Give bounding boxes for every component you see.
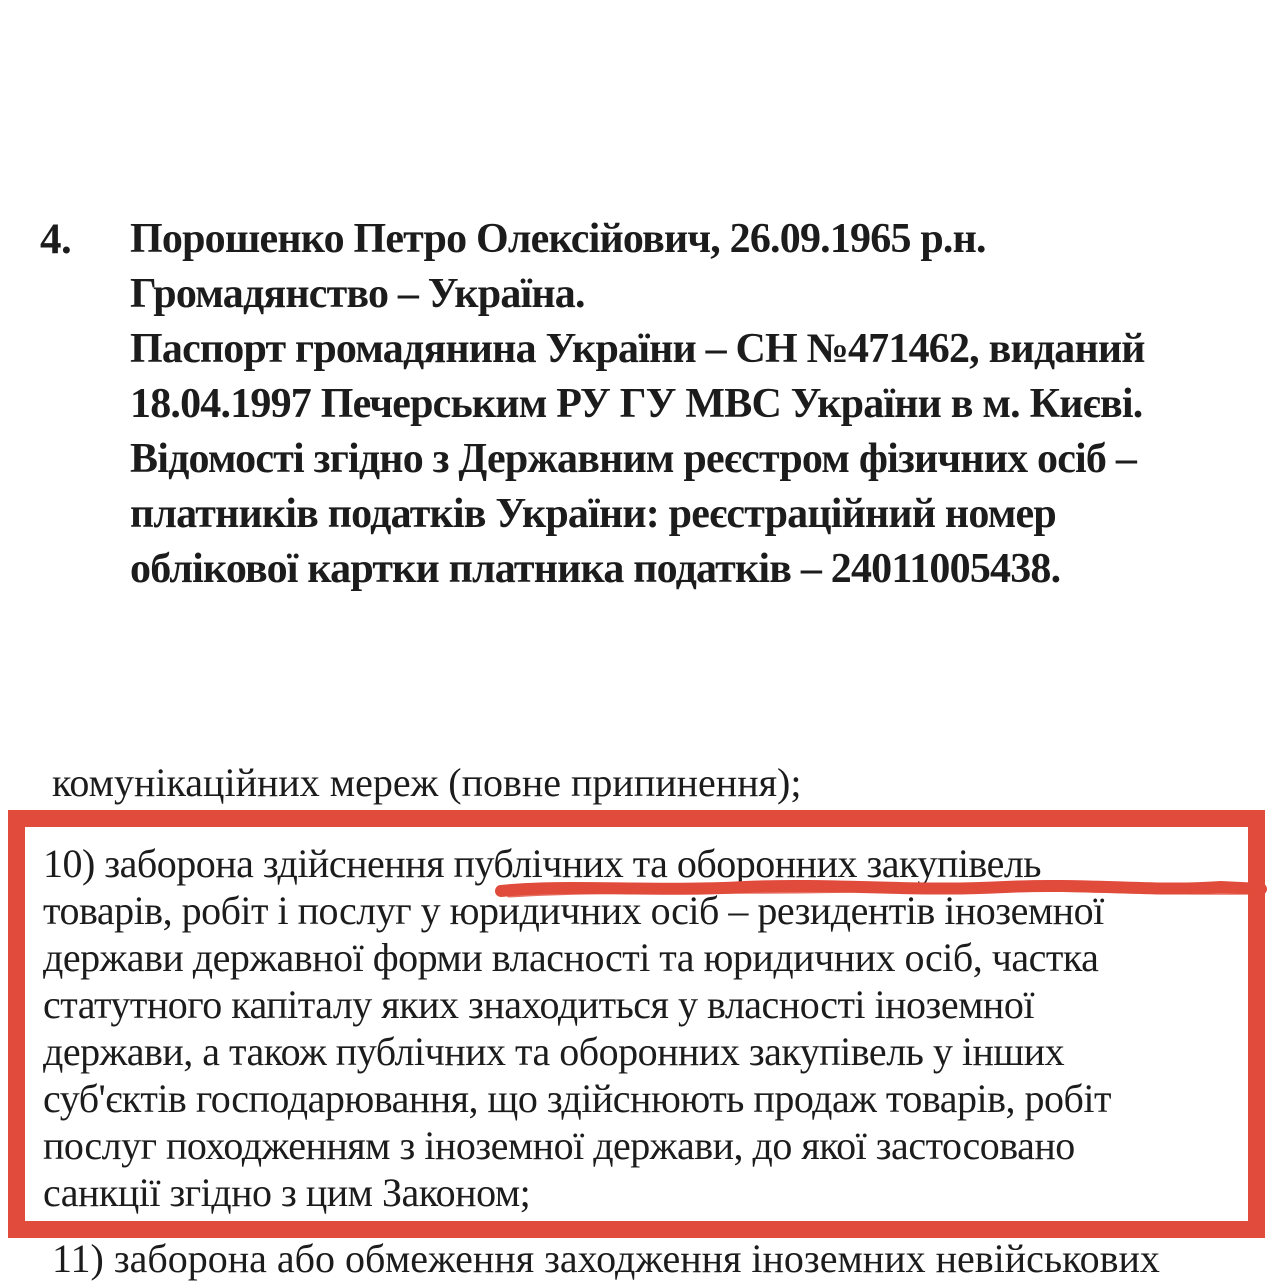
text-line: облікової картки платника податків – 24011005438. bbox=[130, 546, 1061, 592]
red-annotation-box bbox=[8, 810, 1265, 1238]
text-line: Громадянство – Україна. bbox=[130, 271, 585, 317]
text-line: Паспорт громадянина України – СН №471462, виданий bbox=[130, 326, 1145, 372]
text-line: 10) заборона здійснення публічних та оборонних закупівель bbox=[43, 841, 1042, 886]
text-line: платників податків України: реєстраційний номер bbox=[130, 491, 1056, 537]
text-line: статутного капіталу яких знаходиться у власності іноземної bbox=[43, 982, 1034, 1027]
clipped-text-line-above bbox=[52, 760, 1232, 811]
list-item-number: 4. bbox=[40, 216, 72, 263]
text-line: 18.04.1997 Печерським РУ ГУ МВС України в м. Києві. bbox=[130, 381, 1143, 427]
text-line: 11) заборона або обмеження заходження іноземних невійськових bbox=[52, 1236, 1160, 1281]
text-line: товарів, робіт і послуг у юридичних осіб – резидентів іноземної bbox=[43, 888, 1104, 933]
text-line: Відомості згідно з Державним реєстром фізичних осіб – bbox=[130, 436, 1137, 482]
text-line: санкції згідно з цим Законом; bbox=[43, 1170, 531, 1215]
person-entry-section bbox=[130, 212, 1270, 597]
text-line: держави державної форми власності та юридичних осіб, частка bbox=[43, 935, 1099, 980]
text-line: Порошенко Петро Олексійович, 26.09.1965 р.н. bbox=[130, 216, 986, 262]
text-line: держави, а також публічних та оборонних закупівель у інших bbox=[43, 1029, 1065, 1074]
text-line: послуг походженням з іноземної держави, до якої застосовано bbox=[43, 1123, 1075, 1168]
clipped-text-line-below bbox=[52, 1236, 1262, 1281]
text-line: комунікаційних мереж (повне припинення); bbox=[52, 760, 802, 805]
text-line: суб'єктів господарювання, що здійснюють продаж товарів, робіт bbox=[43, 1076, 1111, 1121]
